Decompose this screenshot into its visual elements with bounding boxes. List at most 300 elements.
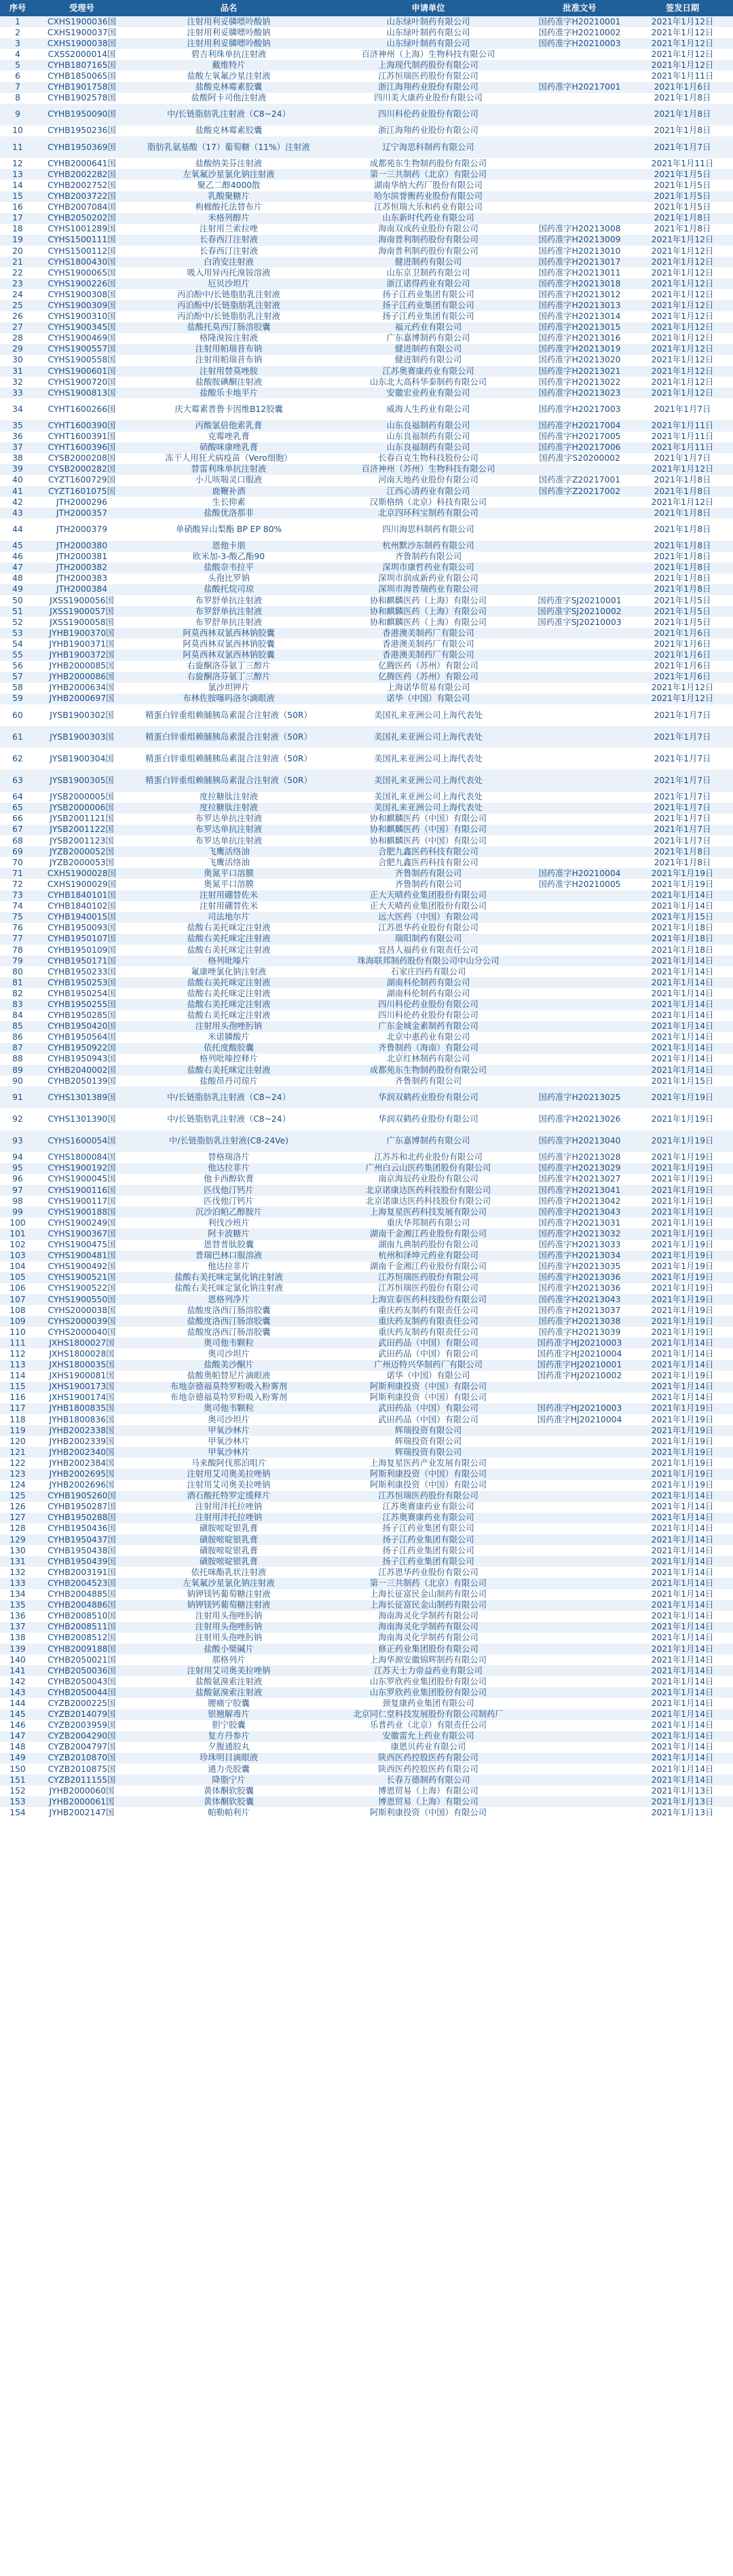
cell-approval-number <box>527 464 632 475</box>
cell-approval-number: 国药准字Z20217001 <box>527 475 632 486</box>
cell-applicant: 河南天地药业股份有限公司 <box>329 475 527 486</box>
header-no: 序号 <box>0 0 35 16</box>
cell-no: 18 <box>0 224 35 235</box>
cell-issue-date: 2021年1月14日 <box>632 966 733 977</box>
cell-product-name: 磺胺嘧啶银乳膏 <box>128 1545 329 1556</box>
cell-issue-date: 2021年1月7日 <box>632 803 733 814</box>
cell-approval-number <box>527 1600 632 1611</box>
cell-product-name: 他达拉非片 <box>128 1262 329 1272</box>
cell-product-name: 注射用泮托拉唑钠 <box>128 1513 329 1523</box>
cell-no: 85 <box>0 1021 35 1032</box>
cell-issue-date: 2021年1月12日 <box>632 355 733 366</box>
table-row <box>0 366 733 377</box>
cell-no: 110 <box>0 1327 35 1338</box>
cell-acceptance-number: CYHB1950420国 <box>35 1021 128 1032</box>
cell-acceptance-number: JYHB1900371国 <box>35 639 128 649</box>
cell-issue-date: 2021年1月14日 <box>632 1491 733 1502</box>
cell-acceptance-number: JYHB2000061国 <box>35 1796 128 1807</box>
cell-approval-number: 国药准字H20213026 <box>527 1108 632 1130</box>
cell-no: 80 <box>0 966 35 977</box>
cell-issue-date: 2021年1月12日 <box>632 464 733 475</box>
cell-applicant: 广州迈特兴华制药厂有限公司 <box>329 1360 527 1371</box>
cell-issue-date: 2021年1月19日 <box>632 1163 733 1174</box>
cell-no: 147 <box>0 1731 35 1742</box>
cell-product-name: 银翘解毒片 <box>128 1709 329 1720</box>
cell-issue-date: 2021年1月8日 <box>632 541 733 552</box>
cell-no: 63 <box>0 770 35 791</box>
table-row <box>0 1458 733 1469</box>
cell-issue-date: 2021年1月12日 <box>632 16 733 27</box>
cell-no: 123 <box>0 1469 35 1479</box>
cell-product-name: 盐酸度洛西汀肠溶胶囊 <box>128 1305 329 1316</box>
cell-applicant: 齐鲁制药有限公司 <box>329 1076 527 1086</box>
cell-product-name: 注射用兰索拉唑 <box>128 224 329 235</box>
table-row <box>0 1534 733 1545</box>
cell-product-name: 精蛋白锌重组赖脯胰岛素混合注射液（50R） <box>128 726 329 748</box>
cell-product-name: 注射用硼替佐米 <box>128 890 329 901</box>
cell-no: 126 <box>0 1502 35 1513</box>
table-row <box>0 508 733 518</box>
cell-issue-date: 2021年1月14日 <box>632 955 733 966</box>
cell-approval-number: 国药准字H20213017 <box>527 257 632 267</box>
cell-product-name: 盐酸胺碘酮注射液 <box>128 377 329 387</box>
cell-product-name: 盐酸阿卡司他注射液 <box>128 93 329 104</box>
table-row <box>0 552 733 563</box>
table-row <box>0 1676 733 1687</box>
cell-applicant: 安徽雷允上药业有限公司 <box>329 1731 527 1742</box>
cell-no: 91 <box>0 1086 35 1108</box>
cell-applicant: 重庆药友制药有限责任公司 <box>329 1305 527 1316</box>
cell-approval-number: 国药准字H20213043 <box>527 1294 632 1305</box>
cell-approval-number: 国药准字H20213041 <box>527 1185 632 1196</box>
cell-issue-date: 2021年1月12日 <box>632 38 733 49</box>
cell-approval-number <box>527 497 632 508</box>
cell-product-name: 注射用头孢唑肟钠 <box>128 1622 329 1633</box>
cell-applicant: 江苏奥赛康药业有限公司 <box>329 1502 527 1513</box>
cell-acceptance-number: JYSB2000006国 <box>35 803 128 814</box>
cell-applicant: 四川海思科制药有限公司 <box>329 518 527 540</box>
table-body <box>0 16 733 1818</box>
cell-no: 82 <box>0 988 35 999</box>
table-row <box>0 1425 733 1436</box>
cell-issue-date: 2021年1月7日 <box>632 825 733 835</box>
cell-product-name: 布罗达单抗注射液 <box>128 814 329 825</box>
cell-acceptance-number: CYHB2004885国 <box>35 1589 128 1600</box>
table-row <box>0 639 733 649</box>
cell-approval-number: 国药准字H20213035 <box>527 1262 632 1272</box>
cell-issue-date: 2021年1月14日 <box>632 1556 733 1567</box>
cell-product-name: 度拉糖肽注射液 <box>128 803 329 814</box>
table-row <box>0 60 733 71</box>
cell-approval-number <box>527 748 632 770</box>
cell-no: 143 <box>0 1687 35 1698</box>
cell-acceptance-number: CYHB1950287国 <box>35 1502 128 1513</box>
cell-no: 28 <box>0 333 35 344</box>
cell-product-name: 吸入用异丙托溴铵溶液 <box>128 267 329 278</box>
cell-issue-date: 2021年1月5日 <box>632 606 733 617</box>
cell-issue-date: 2021年1月14日 <box>632 1010 733 1021</box>
cell-product-name: 恩他卡朋 <box>128 541 329 552</box>
cell-product-name: 冻干人用狂犬病疫苗（Vero细胞） <box>128 453 329 464</box>
cell-product-name: 盐酸右美托咪定注射液 <box>128 934 329 945</box>
cell-no: 134 <box>0 1589 35 1600</box>
cell-acceptance-number: CYHB1950109国 <box>35 945 128 955</box>
cell-product-name: 盐酸氨溴索注射液 <box>128 1676 329 1687</box>
cell-approval-number: 国药准字H20213036 <box>527 1283 632 1294</box>
cell-no: 109 <box>0 1316 35 1327</box>
cell-approval-number <box>527 1644 632 1654</box>
cell-applicant: 福元药业有限公司 <box>329 322 527 333</box>
cell-product-name: 甲氧沙林片 <box>128 1425 329 1436</box>
cell-no: 78 <box>0 945 35 955</box>
cell-issue-date: 2021年1月6日 <box>632 672 733 683</box>
cell-acceptance-number: JXHS1800027国 <box>35 1338 128 1348</box>
cell-issue-date: 2021年1月12日 <box>632 235 733 246</box>
cell-applicant: 江西心清药业有限公司 <box>329 486 527 497</box>
table-row <box>0 1502 733 1513</box>
cell-issue-date: 2021年1月19日 <box>632 1251 733 1262</box>
cell-no: 7 <box>0 82 35 93</box>
cell-product-name: 盐酸左氧氟沙星注射液 <box>128 71 329 81</box>
cell-acceptance-number: CYHB1950255国 <box>35 999 128 1010</box>
cell-no: 133 <box>0 1578 35 1589</box>
cell-no: 20 <box>0 246 35 257</box>
cell-no: 142 <box>0 1676 35 1687</box>
cell-no: 138 <box>0 1633 35 1644</box>
cell-issue-date: 2021年1月14日 <box>632 999 733 1010</box>
cell-acceptance-number: JYSB1900303国 <box>35 726 128 748</box>
table-row <box>0 82 733 93</box>
table-row <box>0 1807 733 1818</box>
cell-product-name: 长春西汀注射液 <box>128 235 329 246</box>
cell-acceptance-number: CXHS1900028国 <box>35 868 128 879</box>
cell-issue-date: 2021年1月18日 <box>632 923 733 934</box>
cell-acceptance-number: CYHS1900045国 <box>35 1174 128 1185</box>
cell-product-name: 硝酸咪康唑乳膏 <box>128 442 329 453</box>
cell-issue-date: 2021年1月14日 <box>632 1654 733 1665</box>
cell-issue-date: 2021年1月14日 <box>632 1338 733 1348</box>
cell-approval-number <box>527 1447 632 1458</box>
table-row <box>0 1185 733 1196</box>
cell-issue-date: 2021年1月7日 <box>632 835 733 846</box>
cell-issue-date: 2021年1月19日 <box>632 1131 733 1152</box>
cell-issue-date: 2021年1月14日 <box>632 1633 733 1644</box>
cell-issue-date: 2021年1月19日 <box>632 1272 733 1283</box>
table-row <box>0 1262 733 1272</box>
cell-no: 76 <box>0 923 35 934</box>
cell-approval-number: 国药准字H20213015 <box>527 322 632 333</box>
table-row <box>0 49 733 60</box>
table-row <box>0 1491 733 1502</box>
cell-applicant: 海南普利制药股份有限公司 <box>329 246 527 257</box>
cell-approval-number <box>527 126 632 136</box>
cell-approval-number: 国药准字H20213042 <box>527 1196 632 1207</box>
table-row <box>0 1556 733 1567</box>
table-row <box>0 1775 733 1785</box>
cell-acceptance-number: CYHS1900558国 <box>35 355 128 366</box>
cell-acceptance-number: CYHS1500111国 <box>35 235 128 246</box>
cell-approval-number <box>527 1534 632 1545</box>
cell-acceptance-number: CYHB1950254国 <box>35 988 128 999</box>
cell-approval-number: 国药准字HJ20210002 <box>527 1371 632 1382</box>
cell-product-name: 奥氮平口溶膜 <box>128 868 329 879</box>
cell-approval-number <box>527 1043 632 1054</box>
cell-applicant: 扬子江药业集团有限公司 <box>329 1534 527 1545</box>
cell-issue-date: 2021年1月14日 <box>632 1578 733 1589</box>
cell-no: 107 <box>0 1294 35 1305</box>
cell-product-name: 复方丹参片 <box>128 1731 329 1742</box>
cell-applicant: 江苏苏和北药业股份有限公司 <box>329 1152 527 1163</box>
cell-acceptance-number: JYHB2002696国 <box>35 1480 128 1491</box>
cell-issue-date: 2021年1月12日 <box>632 311 733 322</box>
cell-issue-date: 2021年1月7日 <box>632 704 733 726</box>
cell-product-name: 盐酸右美托咪定注射液 <box>128 988 329 999</box>
cell-product-name: 降脂宁片 <box>128 1775 329 1785</box>
cell-product-name: 精蛋白锌重组赖脯胰岛素混合注射液（50R） <box>128 704 329 726</box>
cell-applicant: 协和麒麟医药（上海）有限公司 <box>329 606 527 617</box>
cell-applicant: 香港澳美制药厂有限公司 <box>329 639 527 649</box>
cell-product-name: 中/长链脂肪乳注射液（C8~24） <box>128 104 329 126</box>
cell-approval-number <box>527 1687 632 1698</box>
cell-product-name: 盐酸氨溴索注射液 <box>128 1687 329 1698</box>
cell-acceptance-number: CYHB1950439国 <box>35 1556 128 1567</box>
cell-applicant: 江苏奥赛康药业有限公司 <box>329 1513 527 1523</box>
cell-approval-number <box>527 158 632 169</box>
table-row <box>0 1447 733 1458</box>
table-row <box>0 1131 733 1152</box>
table-row <box>0 1371 733 1382</box>
cell-issue-date: 2021年1月7日 <box>632 726 733 748</box>
cell-applicant: 重庆华邦制药有限公司 <box>329 1217 527 1228</box>
cell-acceptance-number: JTH2000380 <box>35 541 128 552</box>
cell-acceptance-number: CYHS1900492国 <box>35 1262 128 1272</box>
table-row <box>0 387 733 398</box>
cell-issue-date: 2021年1月12日 <box>632 333 733 344</box>
table-row <box>0 1589 733 1600</box>
cell-issue-date: 2021年1月7日 <box>632 770 733 791</box>
cell-approval-number: 国药准字H20217001 <box>527 82 632 93</box>
cell-no: 19 <box>0 235 35 246</box>
cell-product-name: 布罗舒单抗注射液 <box>128 606 329 617</box>
cell-issue-date: 2021年1月14日 <box>632 1622 733 1633</box>
table-row <box>0 126 733 136</box>
cell-applicant: 四川美大康药业股份有限公司 <box>329 93 527 104</box>
cell-no: 16 <box>0 202 35 213</box>
cell-acceptance-number: CYHT1600396国 <box>35 442 128 453</box>
cell-product-name: 他卡西醇软膏 <box>128 1174 329 1185</box>
cell-approval-number <box>527 1513 632 1523</box>
cell-applicant: 石家庄四药有限公司 <box>329 966 527 977</box>
cell-approval-number: 国药准字Z20217002 <box>527 486 632 497</box>
cell-approval-number: 国药准字H20213013 <box>527 300 632 311</box>
cell-issue-date: 2021年1月19日 <box>632 1316 733 1327</box>
cell-product-name: 奥氮平口溶膜 <box>128 879 329 890</box>
cell-no: 27 <box>0 322 35 333</box>
cell-acceptance-number: CYHB2050021国 <box>35 1654 128 1665</box>
cell-product-name: 布地奈德福莫特罗粉吸入粉雾剂 <box>128 1382 329 1393</box>
cell-approval-number: 国药准字H20213011 <box>527 267 632 278</box>
table-row <box>0 16 733 27</box>
cell-product-name: 腰痛宁胶囊 <box>128 1698 329 1709</box>
table-row <box>0 770 733 791</box>
cell-issue-date: 2021年1月19日 <box>632 1152 733 1163</box>
cell-applicant: 协和麒麟医药（中国）有限公司 <box>329 835 527 846</box>
cell-acceptance-number: JYSB2001122国 <box>35 825 128 835</box>
table-row <box>0 792 733 803</box>
table-row <box>0 1316 733 1327</box>
cell-no: 70 <box>0 857 35 868</box>
cell-issue-date: 2021年1月19日 <box>632 1185 733 1196</box>
cell-issue-date: 2021年1月19日 <box>632 1283 733 1294</box>
cell-acceptance-number: JYSB2001121国 <box>35 814 128 825</box>
cell-applicant: 正大天晴药业集团股份有限公司 <box>329 901 527 912</box>
cell-no: 93 <box>0 1131 35 1152</box>
cell-issue-date: 2021年1月14日 <box>632 890 733 901</box>
cell-approval-number: 国药准字H20213014 <box>527 311 632 322</box>
cell-approval-number <box>527 977 632 988</box>
table-row <box>0 1217 733 1228</box>
cell-acceptance-number: JTH2000296 <box>35 497 128 508</box>
cell-acceptance-number: CYHB2003722国 <box>35 191 128 202</box>
table-row <box>0 1654 733 1665</box>
cell-acceptance-number: CYHS1900521国 <box>35 1272 128 1283</box>
cell-approval-number <box>527 93 632 104</box>
cell-issue-date: 2021年1月12日 <box>632 694 733 704</box>
cell-product-name: 单硝酸异山梨酯 BP EP 80% <box>128 518 329 540</box>
cell-product-name: 右旋酮洛芬氨丁三醇片 <box>128 661 329 672</box>
cell-acceptance-number: CYHS1301390国 <box>35 1108 128 1130</box>
cell-approval-number <box>527 726 632 748</box>
cell-applicant: 南京海辰药业股份有限公司 <box>329 1174 527 1185</box>
cell-no: 49 <box>0 584 35 595</box>
cell-product-name: 帕勒帕利片 <box>128 1807 329 1818</box>
cell-product-name: 戴维特片 <box>128 60 329 71</box>
cell-acceptance-number: JXHS1900174国 <box>35 1393 128 1403</box>
cell-no: 41 <box>0 486 35 497</box>
cell-issue-date: 2021年1月8日 <box>632 563 733 573</box>
cell-acceptance-number: CYHS1900522国 <box>35 1283 128 1294</box>
cell-issue-date: 2021年1月19日 <box>632 1196 733 1207</box>
cell-issue-date: 2021年1月5日 <box>632 617 733 628</box>
cell-issue-date: 2021年1月19日 <box>632 1327 733 1338</box>
table-row <box>0 497 733 508</box>
cell-issue-date: 2021年1月8日 <box>632 104 733 126</box>
cell-issue-date: 2021年1月14日 <box>632 1021 733 1032</box>
cell-applicant: 正大天晴药业集团股份有限公司 <box>329 890 527 901</box>
cell-acceptance-number: JYHB1800836国 <box>35 1414 128 1425</box>
table-row <box>0 235 733 246</box>
cell-acceptance-number: JXSS1900058国 <box>35 617 128 628</box>
cell-approval-number <box>527 672 632 683</box>
cell-approval-number <box>527 1436 632 1447</box>
cell-acceptance-number: JYZB2000053国 <box>35 857 128 868</box>
cell-no: 132 <box>0 1567 35 1578</box>
cell-no: 12 <box>0 158 35 169</box>
cell-applicant: 齐鲁制药有限公司 <box>329 879 527 890</box>
cell-issue-date: 2021年1月14日 <box>632 1523 733 1534</box>
cell-acceptance-number: CYHB1950285国 <box>35 1010 128 1021</box>
cell-approval-number <box>527 104 632 126</box>
cell-no: 69 <box>0 846 35 857</box>
cell-product-name: 聚乙二醇4000散 <box>128 180 329 191</box>
cell-applicant: 杭州默沙东制药有限公司 <box>329 541 527 552</box>
cell-applicant: 乐普药业（北京）有限责任公司 <box>329 1720 527 1731</box>
table-row <box>0 1240 733 1251</box>
table-row <box>0 27 733 38</box>
cell-no: 25 <box>0 300 35 311</box>
cell-no: 84 <box>0 1010 35 1021</box>
cell-no: 131 <box>0 1556 35 1567</box>
cell-applicant: 重庆药友制药有限责任公司 <box>329 1327 527 1338</box>
cell-issue-date: 2021年1月12日 <box>632 257 733 267</box>
cell-product-name: 格列吡嗪片 <box>128 955 329 966</box>
cell-applicant: 辽宁海思科制药有限公司 <box>329 136 527 158</box>
cell-no: 1 <box>0 16 35 27</box>
cell-issue-date: 2021年1月19日 <box>632 1371 733 1382</box>
header-approval-number: 批准文号 <box>527 0 632 16</box>
cell-no: 128 <box>0 1523 35 1534</box>
cell-no: 145 <box>0 1709 35 1720</box>
cell-applicant: 博恩贸易（上海）有限公司 <box>329 1785 527 1796</box>
cell-applicant: 浙江海翔药业股份有限公司 <box>329 126 527 136</box>
cell-applicant: 浙江海翔药业股份有限公司 <box>329 82 527 93</box>
cell-acceptance-number: CYHB1950288国 <box>35 1513 128 1523</box>
cell-applicant: 四川科伦药业股份有限公司 <box>329 104 527 126</box>
cell-applicant: 扬子江药业集团有限公司 <box>329 1523 527 1534</box>
cell-product-name: 司法地尔片 <box>128 912 329 923</box>
cell-acceptance-number: CYHB1940015国 <box>35 912 128 923</box>
cell-acceptance-number: CYHS1900813国 <box>35 387 128 398</box>
table-row <box>0 191 733 202</box>
cell-applicant: 成都苑东生物制药股份有限公司 <box>329 1065 527 1076</box>
cell-issue-date: 2021年1月8日 <box>632 224 733 235</box>
cell-approval-number: 国药准字SJ20210001 <box>527 595 632 606</box>
cell-issue-date: 2021年1月7日 <box>632 792 733 803</box>
cell-applicant: 上海复星医药科技发展有限公司 <box>329 1207 527 1217</box>
cell-product-name: 精蛋白锌重组赖脯胰岛素混合注射液（50R） <box>128 748 329 770</box>
cell-product-name: 恩格列净片 <box>128 1294 329 1305</box>
cell-product-name: 依托度酸胶囊 <box>128 1043 329 1054</box>
cell-no: 47 <box>0 563 35 573</box>
cell-product-name: 盐酸克林霉素胶囊 <box>128 82 329 93</box>
cell-issue-date: 2021年1月13日 <box>632 1785 733 1796</box>
cell-product-name: 替格瑞洛片 <box>128 1152 329 1163</box>
cell-acceptance-number: CYHB1902578国 <box>35 93 128 104</box>
cell-applicant: 杭州和泽坤元药业有限公司 <box>329 1251 527 1262</box>
cell-no: 140 <box>0 1654 35 1665</box>
cell-applicant: 香港澳美制药厂有限公司 <box>329 649 527 660</box>
cell-approval-number <box>527 584 632 595</box>
cell-applicant: 江苏恒瑞医药股份有限公司 <box>329 1283 527 1294</box>
cell-approval-number: 国药准字H20210001 <box>527 16 632 27</box>
cell-product-name: 匹伐他汀钙片 <box>128 1196 329 1207</box>
cell-acceptance-number: CYHB2002752国 <box>35 180 128 191</box>
cell-approval-number: 国药准字H20217005 <box>527 432 632 442</box>
cell-no: 97 <box>0 1185 35 1196</box>
cell-applicant: 美国礼来亚洲公司上海代表处 <box>329 792 527 803</box>
cell-approval-number <box>527 955 632 966</box>
cell-applicant: 健进制药有限公司 <box>329 257 527 267</box>
cell-applicant: 武田药品（中国）有限公司 <box>329 1403 527 1414</box>
cell-approval-number: 国药准字H20213028 <box>527 1152 632 1163</box>
cell-no: 21 <box>0 257 35 267</box>
table-row <box>0 934 733 945</box>
table-row <box>0 333 733 344</box>
cell-applicant: 北京四环科宝制药有限公司 <box>329 508 527 518</box>
table-row <box>0 1228 733 1239</box>
cell-approval-number <box>527 770 632 791</box>
cell-no: 9 <box>0 104 35 126</box>
